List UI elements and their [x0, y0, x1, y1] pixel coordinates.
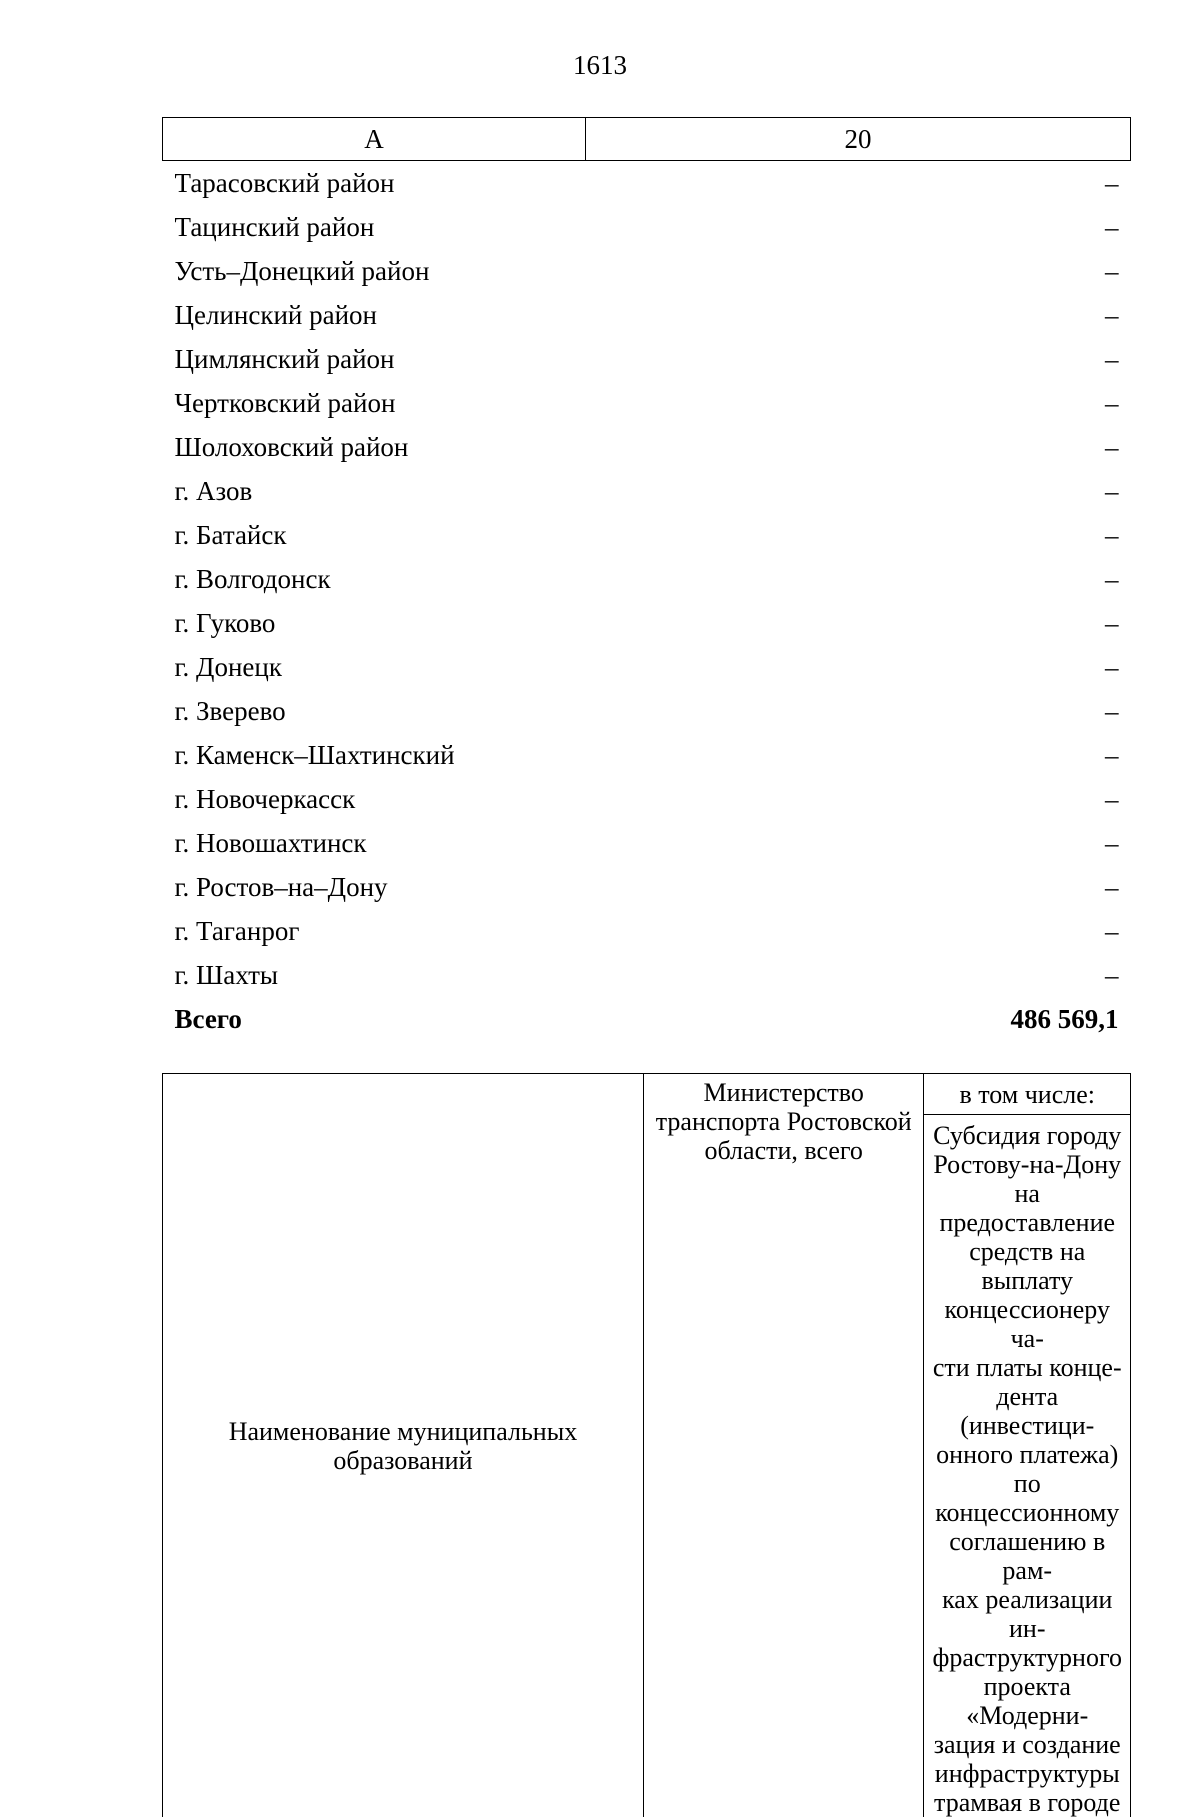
municipality-name: Целинский район [163, 293, 586, 337]
municipality-name: Тацинский район [163, 205, 586, 249]
table-row [163, 513, 1131, 557]
header-col-20: 20 [586, 118, 1131, 161]
municipality-value: – [586, 161, 1131, 206]
table-row [163, 557, 1131, 601]
municipality-name: г. Ростов–на–Дону [163, 865, 586, 909]
municipality-value: – [586, 953, 1131, 997]
municipality-name: г. Зверево [163, 689, 586, 733]
municipality-value: – [586, 469, 1131, 513]
municipality-value: – [586, 777, 1131, 821]
municipality-name: г. Шахты [163, 953, 586, 997]
municipality-value: – [586, 249, 1131, 293]
municipality-name: г. Гуково [163, 601, 586, 645]
table-row [163, 909, 1131, 953]
table-row [163, 205, 1131, 249]
municipality-value: – [586, 205, 1131, 249]
table-row [163, 337, 1131, 381]
municipality-name: г. Донецк [163, 645, 586, 689]
municipal-values-table [162, 117, 1131, 1041]
municipality-value: – [586, 909, 1131, 953]
table-row [163, 777, 1131, 821]
table-row [163, 381, 1131, 425]
municipality-value: – [586, 865, 1131, 909]
table-body [163, 161, 1131, 1042]
municipality-name: г. Азов [163, 469, 586, 513]
table-row [163, 601, 1131, 645]
table-row [163, 865, 1131, 909]
column-ministry-total: Министерство транспорта Ростовской области, всего [643, 1074, 924, 1817]
municipality-name: Шолоховский район [163, 425, 586, 469]
municipality-name: г. Каменск–Шахтинский [163, 733, 586, 777]
municipality-name: г. Батайск [163, 513, 586, 557]
table-row [163, 469, 1131, 513]
subsidy-header-table [162, 1073, 1131, 1817]
column-subsidy-description [924, 1115, 1131, 1817]
total-value: 486 569,1 [586, 997, 1131, 1041]
municipality-value: – [586, 293, 1131, 337]
subsidy-text: Субсидия городу Ростову-на-Дону на предоставление средств на выплату концессионеру ча- сти платы конце- дента (инвестици- онного платежа) по концессионному соглашению в рам- ках реализации ин- фраструктурного проекта «Модерни- зация и создание инфраструктуры трамвая в городе [932, 1121, 1122, 1817]
table-row [163, 733, 1131, 777]
column-municipality-name: Наименование муниципальных образований [163, 1074, 644, 1817]
column-including: в том числе: [924, 1074, 1131, 1115]
municipality-name: г. Новочеркасск [163, 777, 586, 821]
table-row [163, 689, 1131, 733]
municipality-value: – [586, 557, 1131, 601]
table-row [163, 425, 1131, 469]
municipality-name: Чертковский район [163, 381, 586, 425]
municipality-name: Тарасовский район [163, 161, 586, 206]
municipality-value: – [586, 513, 1131, 557]
total-row [163, 997, 1131, 1041]
municipality-value: – [586, 337, 1131, 381]
municipality-name: г. Таганрог [163, 909, 586, 953]
table-row [163, 293, 1131, 337]
municipality-value: – [586, 645, 1131, 689]
municipality-value: – [586, 821, 1131, 865]
municipality-value: – [586, 425, 1131, 469]
municipality-value: – [586, 733, 1131, 777]
table-row [163, 161, 1131, 206]
table-header-row [163, 118, 1131, 161]
page-number: 1613 [0, 50, 1200, 81]
municipality-name: Усть–Донецкий район [163, 249, 586, 293]
table-row [163, 645, 1131, 689]
municipality-name: г. Новошахтинск [163, 821, 586, 865]
table-row [163, 249, 1131, 293]
municipality-name: г. Волгодонск [163, 557, 586, 601]
table-row [163, 821, 1131, 865]
municipality-value: – [586, 381, 1131, 425]
municipality-value: – [586, 689, 1131, 733]
total-label: Всего [163, 997, 586, 1041]
table-row [163, 953, 1131, 997]
municipality-value: – [586, 601, 1131, 645]
municipality-name: Цимлянский район [163, 337, 586, 381]
header-col-a: А [163, 118, 586, 161]
